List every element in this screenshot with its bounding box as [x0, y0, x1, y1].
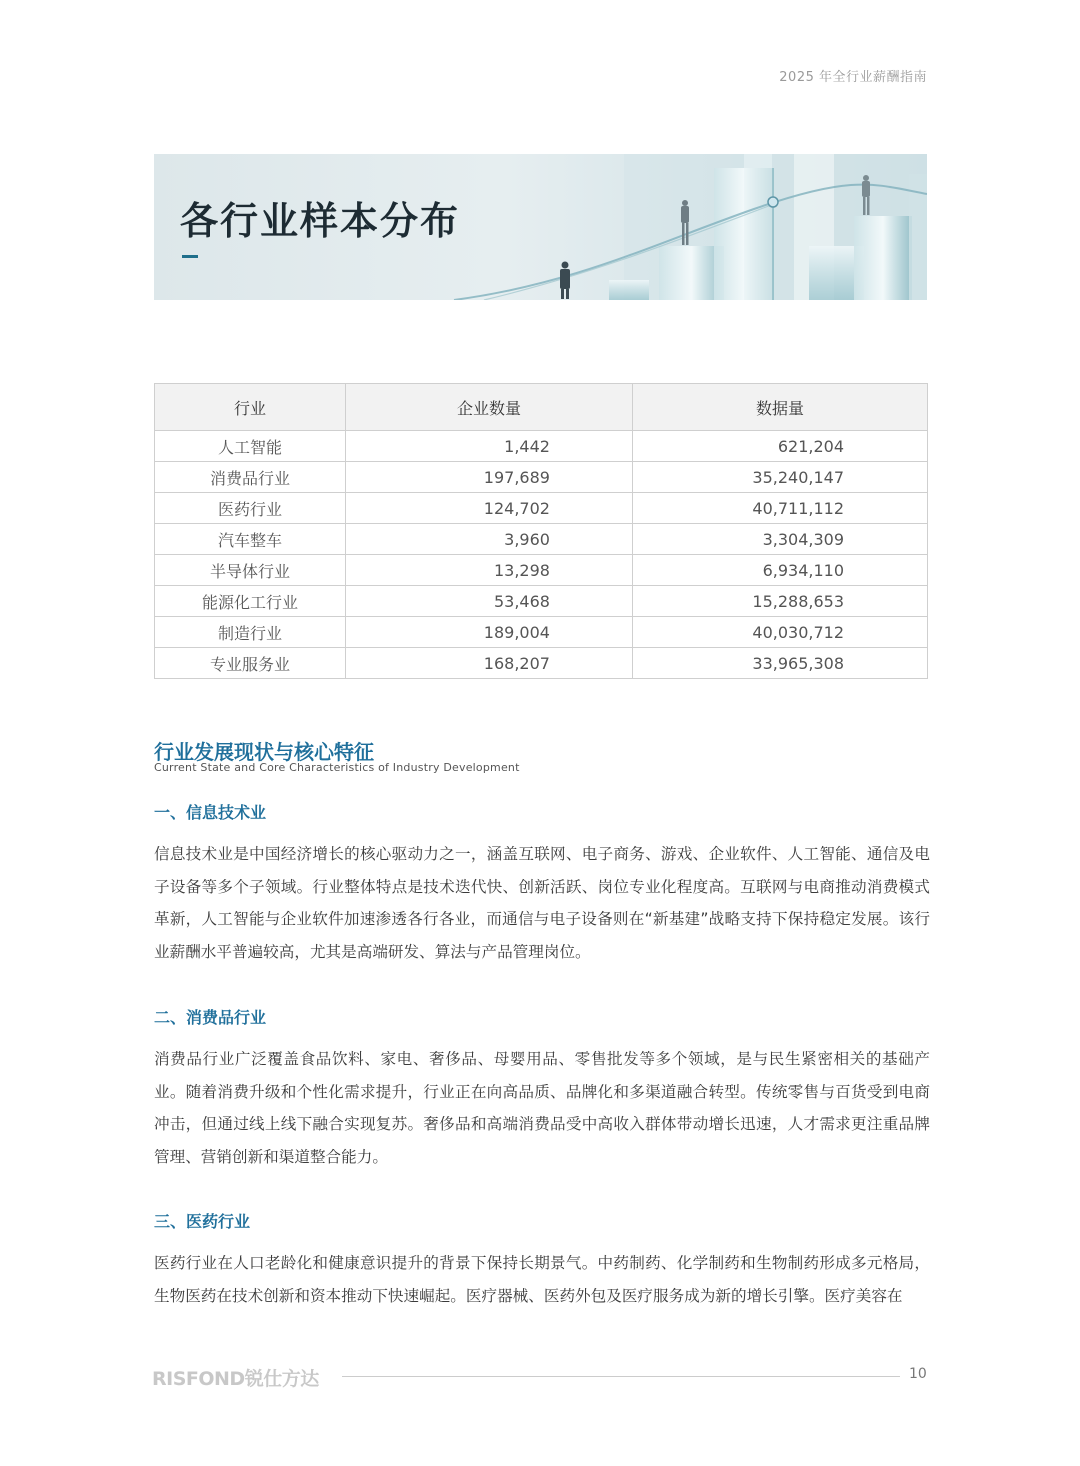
cell-companies: 197,689	[346, 462, 633, 493]
cell-industry: 汽车整车	[155, 524, 346, 555]
table-row	[155, 493, 928, 524]
glass-column	[609, 280, 649, 300]
page-number: 10	[909, 1366, 927, 1382]
table-row	[155, 648, 928, 679]
subsection-text-it: 信息技术业是中国经济增长的核心驱动力之一，涵盖互联网、电子商务、游戏、企业软件、人工智能、通信及电子设备等多个子领域。行业整体特点是技术迭代快、创新活跃、岗位专业化程度高。互联网与电商推动消费模式革新，人工智能与企业软件加速渗透各行各业，而通信与电子设备则在“新基建”战略支持下保持稳定发展。该行业薪酬水平普遍较高，尤其是高端研发、算法与产品管理岗位。	[154, 845, 930, 961]
cell-industry: 医药行业	[155, 493, 346, 524]
cell-companies: 3,960	[346, 524, 633, 555]
header-companies: 企业数量	[346, 384, 633, 431]
subsection-heading-pharma: 三、医药行业	[154, 1212, 251, 1231]
cell-records: 3,304,309	[632, 524, 927, 555]
cell-records: 40,711,112	[632, 493, 927, 524]
glass-column	[854, 216, 912, 300]
table-row	[155, 462, 928, 493]
footer-logo: RISFOND锐仕方达	[152, 1368, 319, 1390]
cell-companies: 1,442	[346, 431, 633, 462]
header-records: 数据量	[632, 384, 927, 431]
figure-left	[560, 262, 570, 300]
banner-accent-dash	[182, 255, 198, 258]
subsection-text-consumer: 消费品行业广泛覆盖食品饮料、家电、奢侈品、母婴用品、零售批发等多个领域，是与民生紧密相关的基础产业。随着消费升级和个性化需求提升，行业正在向高品质、品牌化和多渠道融合转型。传统零售与百货受到电商冲击，但通过线上线下融合实现复苏。奢侈品和高端消费品受中高收入群体带动增长迅速，人才需求更注重品牌管理、营销创新和渠道整合能力。	[154, 1050, 930, 1166]
running-header: 2025 年全行业薪酬指南	[779, 70, 927, 85]
cell-records: 40,030,712	[632, 617, 927, 648]
table-header-row	[155, 384, 928, 431]
banner-title: 各行业样本分布	[180, 199, 461, 243]
section-title: 行业发展现状与核心特征	[154, 740, 374, 764]
table-row	[155, 431, 928, 462]
footer-divider	[342, 1376, 900, 1377]
cell-industry: 能源化工行业	[155, 586, 346, 617]
cell-records: 15,288,653	[632, 586, 927, 617]
cell-records: 35,240,147	[632, 462, 927, 493]
table-row	[155, 555, 928, 586]
cell-companies: 124,702	[346, 493, 633, 524]
industry-sample-table	[154, 383, 928, 679]
cell-companies: 53,468	[346, 586, 633, 617]
section-subtitle: Current State and Core Characteristics of Industry Development	[154, 761, 520, 774]
cell-records: 621,204	[632, 431, 927, 462]
cell-companies: 189,004	[346, 617, 633, 648]
cell-companies: 13,298	[346, 555, 633, 586]
cell-industry: 消费品行业	[155, 462, 346, 493]
table-row	[155, 617, 928, 648]
cell-records: 6,934,110	[632, 555, 927, 586]
cell-companies: 168,207	[346, 648, 633, 679]
subsection-heading-consumer: 二、消费品行业	[154, 1008, 267, 1027]
cell-industry: 半导体行业	[155, 555, 346, 586]
cell-industry: 制造行业	[155, 617, 346, 648]
subsection-text-pharma: 医药行业在人口老龄化和健康意识提升的背景下保持长期景气。中药制药、化学制药和生物制药形成多元格局，生物医药在技术创新和资本推动下快速崛起。医疗器械、医药外包及医疗服务成为新的增长引擎。医疗美容在	[154, 1254, 930, 1305]
subsection-heading-it: 一、信息技术业	[154, 803, 267, 822]
table-row	[155, 586, 928, 617]
section-banner	[154, 154, 927, 300]
table-row	[155, 524, 928, 555]
cell-records: 33,965,308	[632, 648, 927, 679]
cell-industry: 人工智能	[155, 431, 346, 462]
header-industry: 行业	[155, 384, 346, 431]
cell-industry: 专业服务业	[155, 648, 346, 679]
